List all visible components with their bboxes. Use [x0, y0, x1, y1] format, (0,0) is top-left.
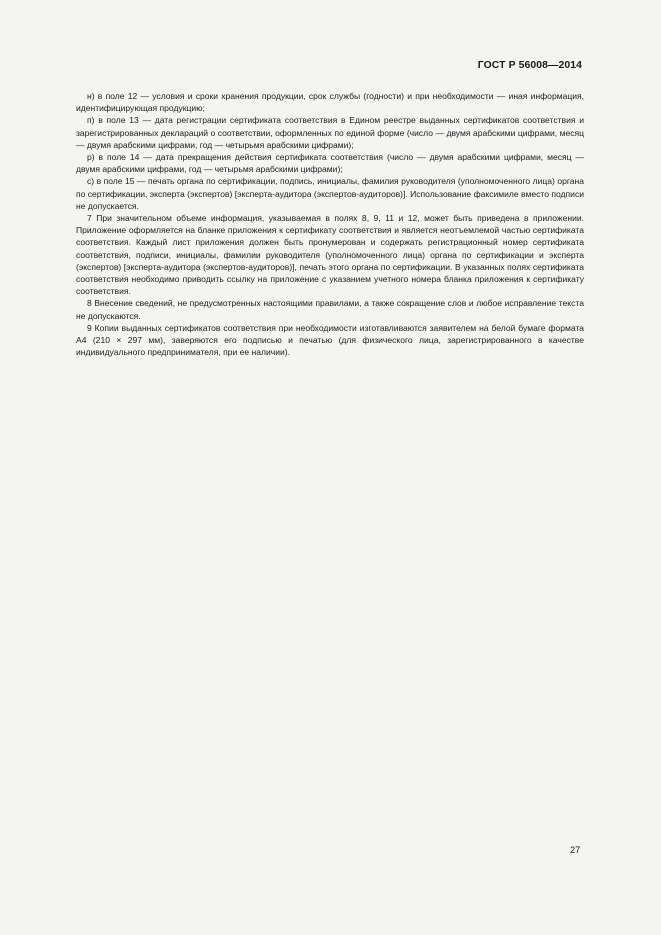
document-header-id: ГОСТ Р 56008—2014 — [477, 60, 582, 71]
paragraph-item-p: п) в поле 13 — дата регистрации сертификата соответствия в Едином реестре выданных сертификатов соответствия и зарегистрированных деклараций о соответствии, оформленных по единой форме (число — двумя арабскими цифрами, месяц — двумя арабскими цифрами, год — четырьмя арабскими цифрами); — [76, 115, 584, 150]
paragraph-item-s: с) в поле 15 — печать органа по сертификации, подпись, инициалы, фамилия руководителя (уполномоченного лица) органа по сертификации, эксперта (экспертов) [эксперта-аудитора (экспертов-аудиторов)]. Использование факсимиле вместо подписи не допускается. — [76, 176, 584, 211]
paragraph-item-n: н) в поле 12 — условия и сроки хранения продукции, срок службы (годности) и при необходимости — иная информация, идентифицирующая продукцию; — [76, 91, 584, 114]
paragraph-clause-9: 9 Копии выданных сертификатов соответствия при необходимости изготавливаются заявителем на белой бумаге формата А4 (210 × 297 мм), заверяются его подписью и печатью (для физического лица, зарегистрированного в качестве индивидуального предпринимателя, при ее наличии). — [76, 322, 584, 358]
paragraph-clause-7: 7 При значительном объеме информация, указываемая в полях 8, 9, 11 и 12, может быть приведена в приложении. Приложение оформляется на бланке приложения к сертификату соответствия и является неотъемлемой частью сертификата соответствия. Каждый лист приложения должен быть пронумерован и содержать регистрационный номер сертификата соответствия, подписи, инициалы, фамилии руководителя (уполномоченного лица) органа по сертификации и эксперта (экспертов) [эксперта-аудитора (экспертов-аудиторов)], печать этого органа по сертификации. В указанных полях сертификата соответствия необходимо приводить ссылку на приложение с указанием учетного номера бланка приложения к сертификату соответствия. — [76, 213, 584, 297]
paragraph-item-r: р) в поле 14 — дата прекращения действия сертификата соответствия (число — двумя арабскими цифрами, месяц — двумя арабскими цифрами, год — четырьмя арабскими цифрами); — [76, 152, 584, 175]
paragraph-clause-8: 8 Внесение сведений, не предусмотренных настоящими правилами, а также сокращение слов и любое исправление текста не допускаются. — [76, 298, 584, 321]
page-number: 27 — [570, 845, 581, 855]
document-body — [76, 90, 584, 358]
